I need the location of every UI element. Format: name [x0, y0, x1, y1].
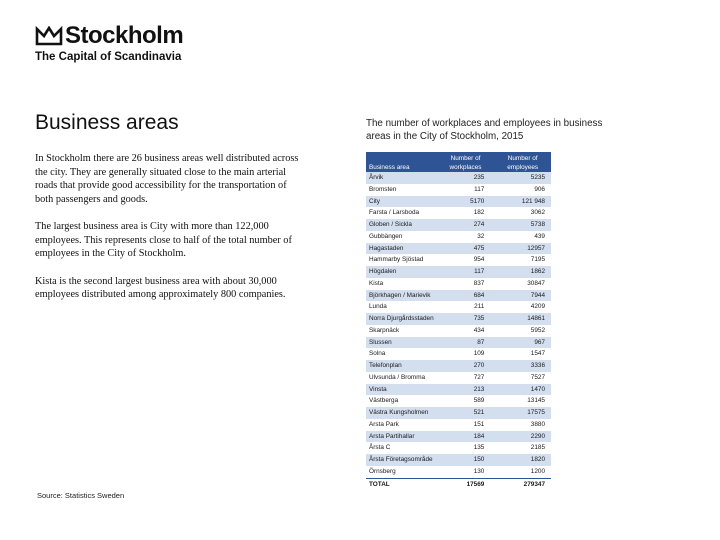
table-row — [366, 301, 551, 313]
cell-workplaces: 150 — [437, 454, 495, 466]
table-row — [366, 254, 551, 266]
cell-business-area: City — [366, 196, 437, 208]
cell-employees: 5235 — [494, 172, 551, 184]
cell-business-area: Slussen — [366, 337, 437, 349]
total-workplaces: 17569 — [437, 478, 495, 490]
cell-workplaces: 270 — [437, 360, 495, 372]
table-row — [366, 337, 551, 349]
cell-business-area: Örnsberg — [366, 466, 437, 478]
cell-business-area: Farsta / Larsboda — [366, 207, 437, 219]
table-row — [366, 266, 551, 278]
cell-business-area: Hagastaden — [366, 243, 437, 255]
cell-workplaces: 954 — [437, 254, 495, 266]
cell-business-area: Årsta C — [366, 442, 437, 454]
table-row — [366, 325, 551, 337]
table-row — [366, 184, 551, 196]
cell-workplaces: 735 — [437, 313, 495, 325]
cell-workplaces: 117 — [437, 266, 495, 278]
table-header-row — [366, 152, 551, 172]
table-row — [366, 431, 551, 443]
cell-workplaces: 109 — [437, 348, 495, 360]
cell-business-area: Arsta Partihallar — [366, 431, 437, 443]
body-text — [35, 152, 305, 316]
header-business-area: Business area — [366, 152, 437, 172]
cell-employees: 5952 — [494, 325, 551, 337]
cell-employees: 906 — [494, 184, 551, 196]
logo-name: Stockholm — [65, 22, 184, 49]
cell-workplaces: 235 — [437, 172, 495, 184]
cell-employees: 439 — [494, 231, 551, 243]
table-row — [366, 372, 551, 384]
cell-business-area: Kista — [366, 278, 437, 290]
table-row — [366, 172, 551, 184]
table-row — [366, 231, 551, 243]
cell-business-area: Telefonplan — [366, 360, 437, 372]
cell-employees: 1470 — [494, 384, 551, 396]
table-row — [366, 290, 551, 302]
cell-employees: 13145 — [494, 395, 551, 407]
table-total-row — [366, 478, 551, 490]
cell-employees: 7527 — [494, 372, 551, 384]
cell-workplaces: 211 — [437, 301, 495, 313]
cell-employees: 30847 — [494, 278, 551, 290]
table-caption: The number of workplaces and employees in business areas in the City of Stockholm, 2015 — [366, 118, 603, 142]
table-row — [366, 419, 551, 431]
cell-business-area: Gubbängen — [366, 231, 437, 243]
cell-business-area: Årvik — [366, 172, 437, 184]
cell-business-area: Solna — [366, 348, 437, 360]
crown-icon — [35, 26, 63, 46]
stockholm-logo — [35, 23, 183, 63]
cell-business-area: Norra Djurgårdsstaden — [366, 313, 437, 325]
cell-workplaces: 521 — [437, 407, 495, 419]
cell-business-area: Globen / Sickla — [366, 219, 437, 231]
cell-business-area: Lunda — [366, 301, 437, 313]
cell-workplaces: 151 — [437, 419, 495, 431]
cell-business-area: Årsta Företagsområde — [366, 454, 437, 466]
table-row — [366, 278, 551, 290]
table-row — [366, 243, 551, 255]
cell-workplaces: 684 — [437, 290, 495, 302]
cell-workplaces: 274 — [437, 219, 495, 231]
table-row — [366, 219, 551, 231]
table-row — [366, 313, 551, 325]
table-row — [366, 395, 551, 407]
table-row — [366, 196, 551, 208]
total-label: TOTAL — [366, 478, 437, 490]
table-row — [366, 360, 551, 372]
cell-employees: 1820 — [494, 454, 551, 466]
cell-workplaces: 130 — [437, 466, 495, 478]
total-employees: 279347 — [494, 478, 551, 490]
cell-business-area: Björkhagen / Marievik — [366, 290, 437, 302]
table-row — [366, 348, 551, 360]
cell-employees: 5738 — [494, 219, 551, 231]
cell-business-area: Ulvsunda / Bromma — [366, 372, 437, 384]
source-note: Source: Statistics Sweden — [37, 491, 125, 500]
cell-workplaces: 87 — [437, 337, 495, 349]
cell-employees: 7944 — [494, 290, 551, 302]
cell-workplaces: 184 — [437, 431, 495, 443]
cell-employees: 3062 — [494, 207, 551, 219]
cell-employees: 1862 — [494, 266, 551, 278]
table-row — [366, 442, 551, 454]
cell-employees: 1200 — [494, 466, 551, 478]
table-row — [366, 407, 551, 419]
cell-employees: 4209 — [494, 301, 551, 313]
cell-workplaces: 589 — [437, 395, 495, 407]
cell-employees: 1547 — [494, 348, 551, 360]
body-paragraph: In Stockholm there are 26 business areas well distributed across the city. They are generally situated close to the main arterial roads that provide good accessibility for the transportation of both passengers and goods. — [35, 153, 299, 205]
logo-tagline: The Capital of Scandinavia — [35, 51, 182, 63]
cell-employees: 7195 — [494, 254, 551, 266]
cell-business-area: Arsta Park — [366, 419, 437, 431]
cell-employees: 967 — [494, 337, 551, 349]
cell-employees: 12957 — [494, 243, 551, 255]
cell-business-area: Bromsten — [366, 184, 437, 196]
page-heading: Business areas — [35, 111, 179, 134]
cell-workplaces: 727 — [437, 372, 495, 384]
cell-business-area: Västberga — [366, 395, 437, 407]
header-employees: Number of employees — [494, 152, 551, 172]
cell-business-area: Vinsta — [366, 384, 437, 396]
cell-workplaces: 434 — [437, 325, 495, 337]
cell-employees: 14861 — [494, 313, 551, 325]
cell-workplaces: 837 — [437, 278, 495, 290]
cell-employees: 17575 — [494, 407, 551, 419]
business-areas-table — [366, 152, 551, 490]
cell-employees: 2185 — [494, 442, 551, 454]
cell-business-area: Hammarby Sjöstad — [366, 254, 437, 266]
cell-workplaces: 213 — [437, 384, 495, 396]
cell-workplaces: 32 — [437, 231, 495, 243]
cell-employees: 3880 — [494, 419, 551, 431]
cell-employees: 3336 — [494, 360, 551, 372]
cell-employees: 2290 — [494, 431, 551, 443]
table-row — [366, 384, 551, 396]
header-workplaces: Number of workplaces — [437, 152, 495, 172]
cell-workplaces: 475 — [437, 243, 495, 255]
table-row — [366, 466, 551, 478]
cell-workplaces: 135 — [437, 442, 495, 454]
cell-workplaces: 5170 — [437, 196, 495, 208]
cell-employees: 121 948 — [494, 196, 551, 208]
body-paragraph: Kista is the second largest business area with about 30,000 employees distributed among approximately 800 companies. — [35, 275, 286, 300]
cell-workplaces: 117 — [437, 184, 495, 196]
logo-wordmark — [35, 23, 183, 49]
table-row — [366, 454, 551, 466]
cell-business-area: Västra Kungsholmen — [366, 407, 437, 419]
body-paragraph: The largest business area is City with more than 122,000 employees. This represents close to half of the total number of employees in the City of Stockholm. — [35, 221, 292, 259]
cell-business-area: Högdalen — [366, 266, 437, 278]
cell-business-area: Skarpnäck — [366, 325, 437, 337]
table-row — [366, 207, 551, 219]
cell-workplaces: 182 — [437, 207, 495, 219]
